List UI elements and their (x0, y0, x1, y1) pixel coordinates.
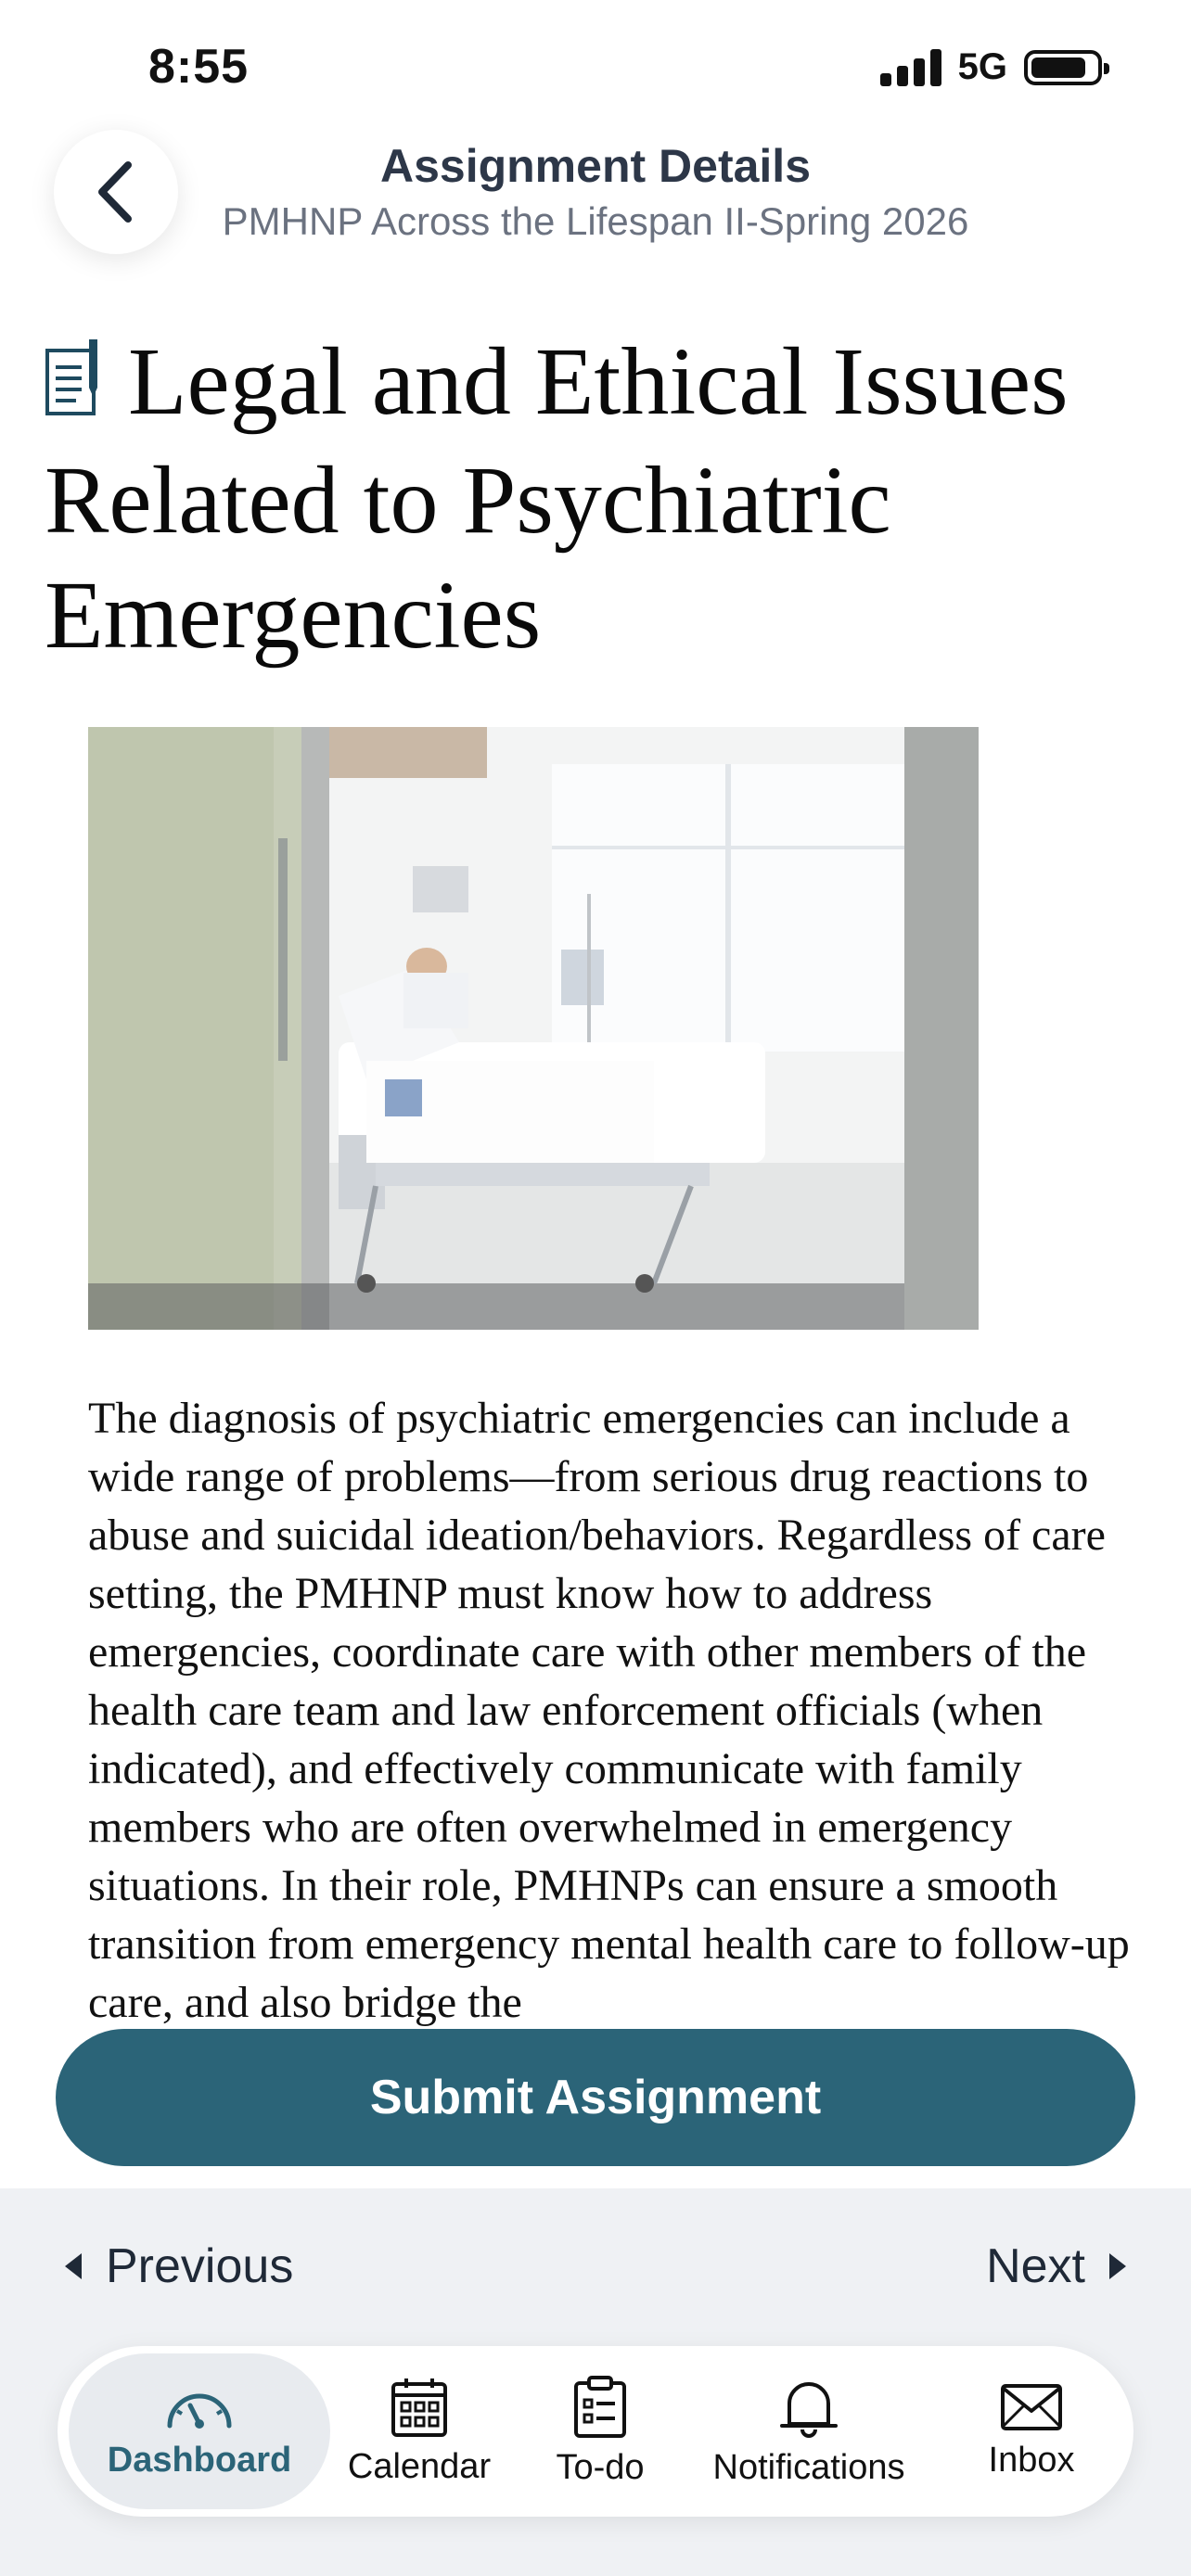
caret-left-icon (65, 2253, 82, 2279)
network-type: 5G (957, 46, 1007, 87)
tab-label: To-do (556, 2447, 645, 2487)
tab-bar (58, 2346, 1133, 2517)
previous-button[interactable] (65, 2238, 293, 2294)
signal-icon (880, 49, 941, 86)
tab-label: Calendar (347, 2446, 492, 2486)
tab-calendar[interactable] (336, 2353, 503, 2509)
assignment-title-text: Legal and Ethical Issues Related to Psychiatric Emergencies (45, 328, 1069, 669)
assignment-body: The diagnosis of psychiatric emergencies can include a wide range of problems—from serious drug reactions to abuse and suicidal ideation/behaviors. Regardless of care setting, the PMHNP must know how to address emergencies, coordinate care with other members of the health care team and law enforcement officials (when indicated), and effectively communicate with family members who are often overwhelmed in emergency situations. In their role, PMHNPs can ensure a smooth transition from emergency mental health care to follow-up care, and also bridge the (88, 1394, 1130, 2027)
status-time: 8:55 (148, 40, 250, 94)
calendar-icon (391, 2377, 448, 2438)
tab-label: Inbox (988, 2440, 1075, 2480)
tab-label: Notifications (712, 2447, 905, 2487)
gauge-icon (164, 2383, 235, 2431)
clipboard-icon (573, 2376, 627, 2439)
caret-right-icon (1109, 2253, 1126, 2279)
envelope-icon (1000, 2383, 1063, 2431)
tab-to-do[interactable] (521, 2353, 679, 2509)
status-indicators (880, 46, 1102, 88)
next-button[interactable] (986, 2238, 1126, 2294)
tab-inbox[interactable] (948, 2353, 1115, 2509)
tab-label: Dashboard (107, 2440, 292, 2480)
document-icon (45, 328, 102, 443)
tab-notifications[interactable] (688, 2353, 929, 2509)
course-name: PMHNP Across the Lifespan II-Spring 2026 (222, 199, 969, 243)
bell-icon (778, 2376, 839, 2439)
battery-icon (1024, 50, 1102, 85)
submit-assignment-button[interactable]: Submit Assignment (56, 2029, 1135, 2166)
next-label: Next (986, 2239, 1085, 2293)
assignment-image (88, 727, 979, 1330)
previous-label: Previous (106, 2239, 294, 2293)
page-title: Assignment Details (379, 140, 811, 192)
tab-dashboard[interactable] (69, 2353, 330, 2509)
assignment-title (45, 325, 1158, 673)
